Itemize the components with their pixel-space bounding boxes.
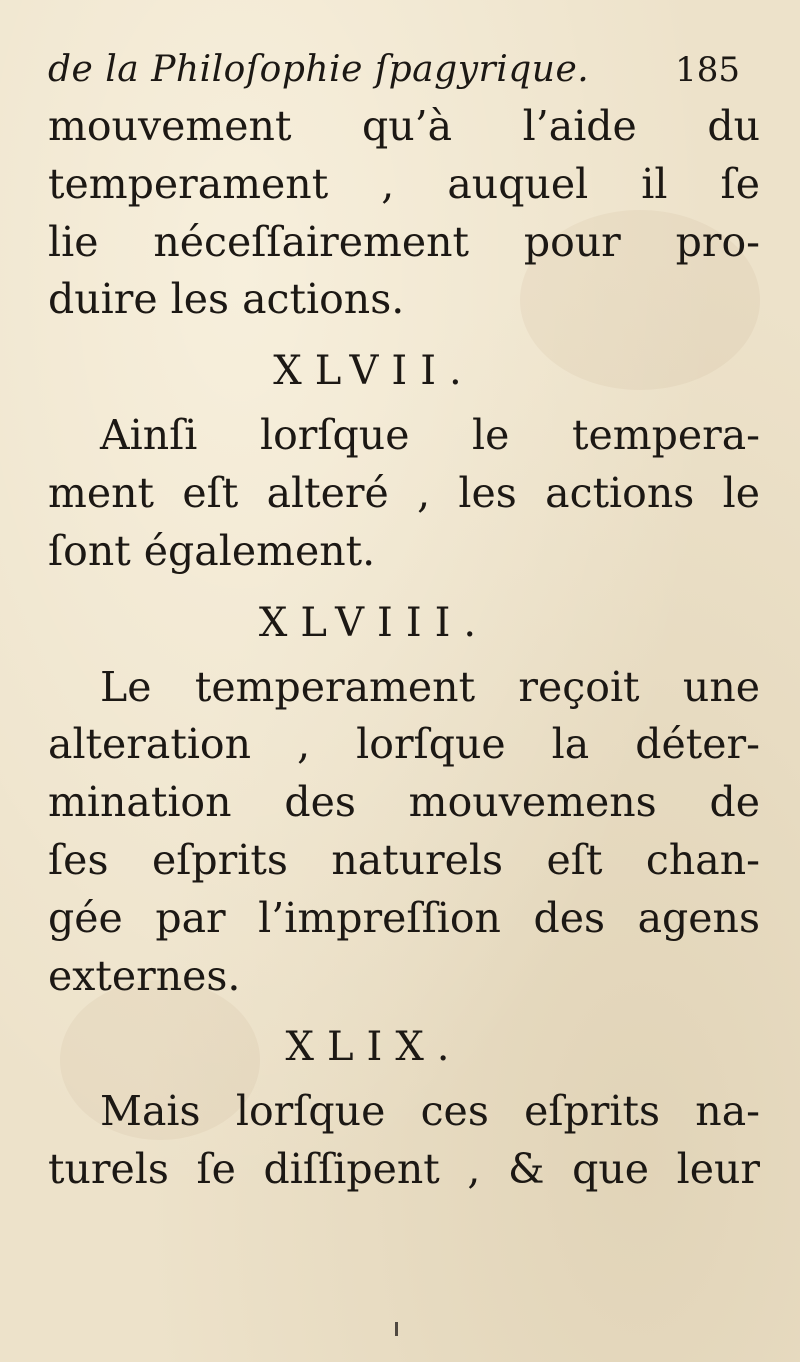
- paragraph-xlviii: [48, 659, 760, 1006]
- text-line: temperament , auquel il ſe: [48, 159, 760, 208]
- text-line: mination des mouvemens de: [48, 778, 760, 827]
- text-line: mouvement qu’à l’aide du: [48, 102, 760, 150]
- text-line: ſont également.: [48, 526, 376, 575]
- section-heading-xlix: XLIX.: [285, 1024, 463, 1071]
- text-line: ment eſt alteré , les actions le: [48, 468, 760, 517]
- page-text: [48, 42, 760, 1199]
- text-line: alteration , lorſque la déter-: [48, 720, 760, 769]
- running-head: [48, 42, 760, 98]
- page-number: 185: [675, 50, 740, 90]
- text-line: gée par l’impreſſion des agens: [48, 893, 760, 942]
- ink-mark: [395, 1322, 398, 1336]
- text-line: duire les actions.: [48, 275, 405, 324]
- paragraph-continuation: [48, 98, 760, 329]
- running-title: de la Philoſophie ſpagyrique.: [48, 49, 590, 90]
- text-line: ſes eſprits naturels eſt chan-: [48, 835, 760, 884]
- text-line: externes.: [48, 951, 241, 1000]
- section-heading-xlvii: XLVII.: [273, 348, 475, 395]
- text-line: Le temperament reçoit une: [100, 662, 760, 711]
- text-line: Ainſi lorſque le tempera-: [100, 411, 760, 460]
- text-line: Mais lorſque ces eſprits na-: [100, 1087, 760, 1136]
- text-line: turels ſe diſſipent , & que leur: [48, 1145, 760, 1194]
- paragraph-xlix: [48, 1083, 760, 1199]
- text-line: lie néceſſairement pour pro-: [48, 217, 760, 266]
- section-heading-xlviii: XLVIII.: [258, 599, 490, 646]
- paragraph-xlvii: [48, 407, 760, 580]
